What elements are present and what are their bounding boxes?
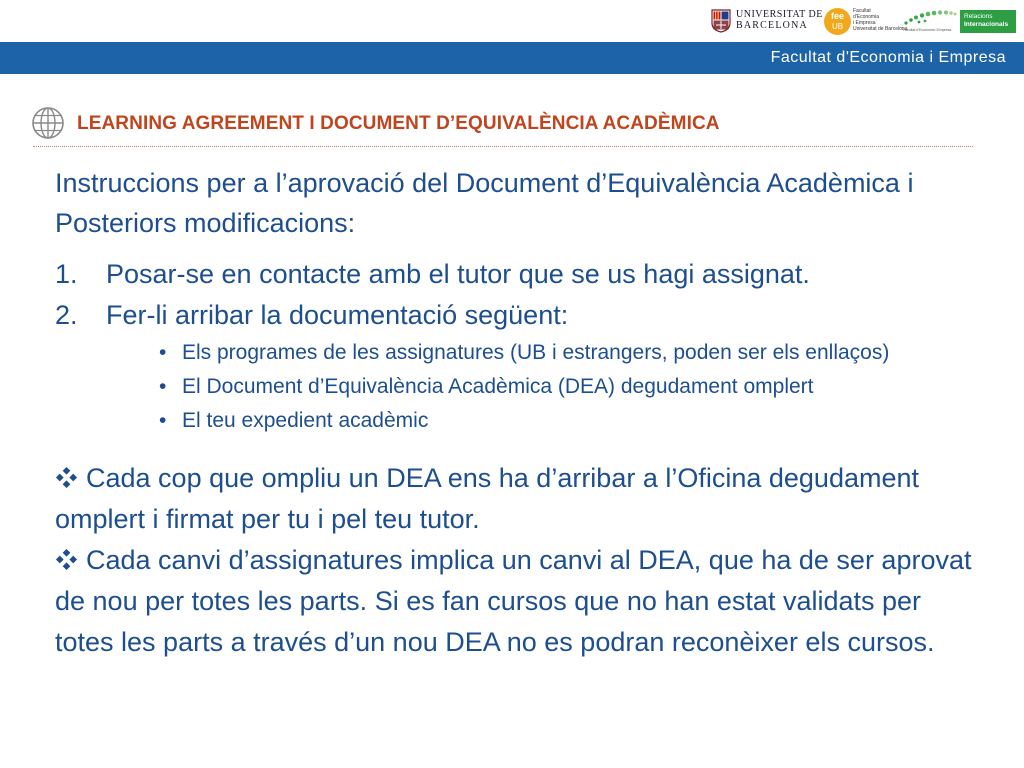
- relacions-internacionals-badge: [960, 10, 1016, 33]
- document-item-text: El teu expedient acadèmic: [182, 409, 429, 432]
- step-text: Fer-li arribar la documentació següent:: [106, 300, 569, 330]
- step-item: [55, 295, 985, 336]
- note-text: Cada canvi d’assignatures implica un canvi al DEA, que ha de ser aprovat de nou per totes les parts. Si es fan cursos que no han estat validats per totes les parts a través d’un nou DEA no es podran reconèixer els cursos.: [55, 545, 972, 657]
- logo-strip: [0, 0, 1024, 42]
- fee-text-line: i Empresa: [853, 20, 876, 26]
- ub-wordmark-line2: BARCELONA: [736, 20, 808, 31]
- fee-badge-bottom: UB: [831, 22, 844, 31]
- document-item-text: El Document d’Equivalència Acadèmica (DEA) degudament omplert: [182, 375, 814, 398]
- bullet-icon: •: [159, 409, 167, 432]
- document-item: [159, 404, 985, 438]
- bullet-icon: •: [159, 375, 167, 398]
- intro-heading: Instruccions per a l’aprovació del Document d’Equivalència Acadèmica i Posteriors modificacions:: [55, 168, 914, 238]
- dots-logo-text: Facultat d'Economia i Empresa: [903, 28, 952, 32]
- fee-text: [853, 8, 908, 32]
- note-item: [55, 540, 985, 663]
- fee-text-line: Universitat de Barcelona: [853, 26, 908, 32]
- globe-icon: [31, 106, 65, 140]
- ub-wordmark-line1: UNIVERSITAT DE: [736, 9, 823, 20]
- bullet-icon: •: [159, 341, 167, 364]
- dots-arc-icon: [903, 8, 957, 28]
- ri-line2: Internacionals: [964, 21, 1009, 28]
- ub-wordmark: [736, 9, 836, 32]
- faculty-dots-logo: [903, 8, 957, 36]
- document-item: [159, 336, 985, 370]
- fee-badge-top: fee: [830, 11, 844, 21]
- faculty-name: Facultat d'Economia i Empresa: [770, 49, 1006, 66]
- four-diamond-bullet-icon: [55, 548, 78, 571]
- fee-badge: [824, 8, 851, 35]
- step-item: [55, 254, 985, 295]
- ri-line1: Relacions: [964, 13, 993, 20]
- step-text: Posar-se en contacte amb el tutor que se us hagi assignat.: [106, 259, 810, 289]
- step-number: 2.: [55, 300, 78, 330]
- fee-text-line: Facultat: [853, 8, 871, 14]
- documents-list: [55, 336, 985, 438]
- document-item: [159, 370, 985, 404]
- fee-text-line: d'Economia: [853, 14, 879, 20]
- note-text: Cada cop que ompliu un DEA ens ha d’arribar a l’Oficina degudament omplert i firmat per tu i pel teu tutor.: [55, 463, 920, 534]
- steps-list: [55, 254, 985, 336]
- four-diamond-bullet-icon: [55, 466, 78, 489]
- dotted-divider: [33, 146, 973, 147]
- header-bar: [0, 42, 1024, 74]
- notes-block: [55, 458, 985, 663]
- section-title: LEARNING AGREEMENT I DOCUMENT D’EQUIVALÈNCIA ACADÈMICA: [77, 113, 720, 134]
- ub-crest-icon: [711, 9, 731, 33]
- document-item-text: Els programes de les assignatures (UB i estrangers, poden ser els enllaços): [182, 341, 890, 364]
- note-item: [55, 458, 985, 540]
- main-content: [55, 163, 985, 663]
- step-number: 1.: [55, 259, 78, 289]
